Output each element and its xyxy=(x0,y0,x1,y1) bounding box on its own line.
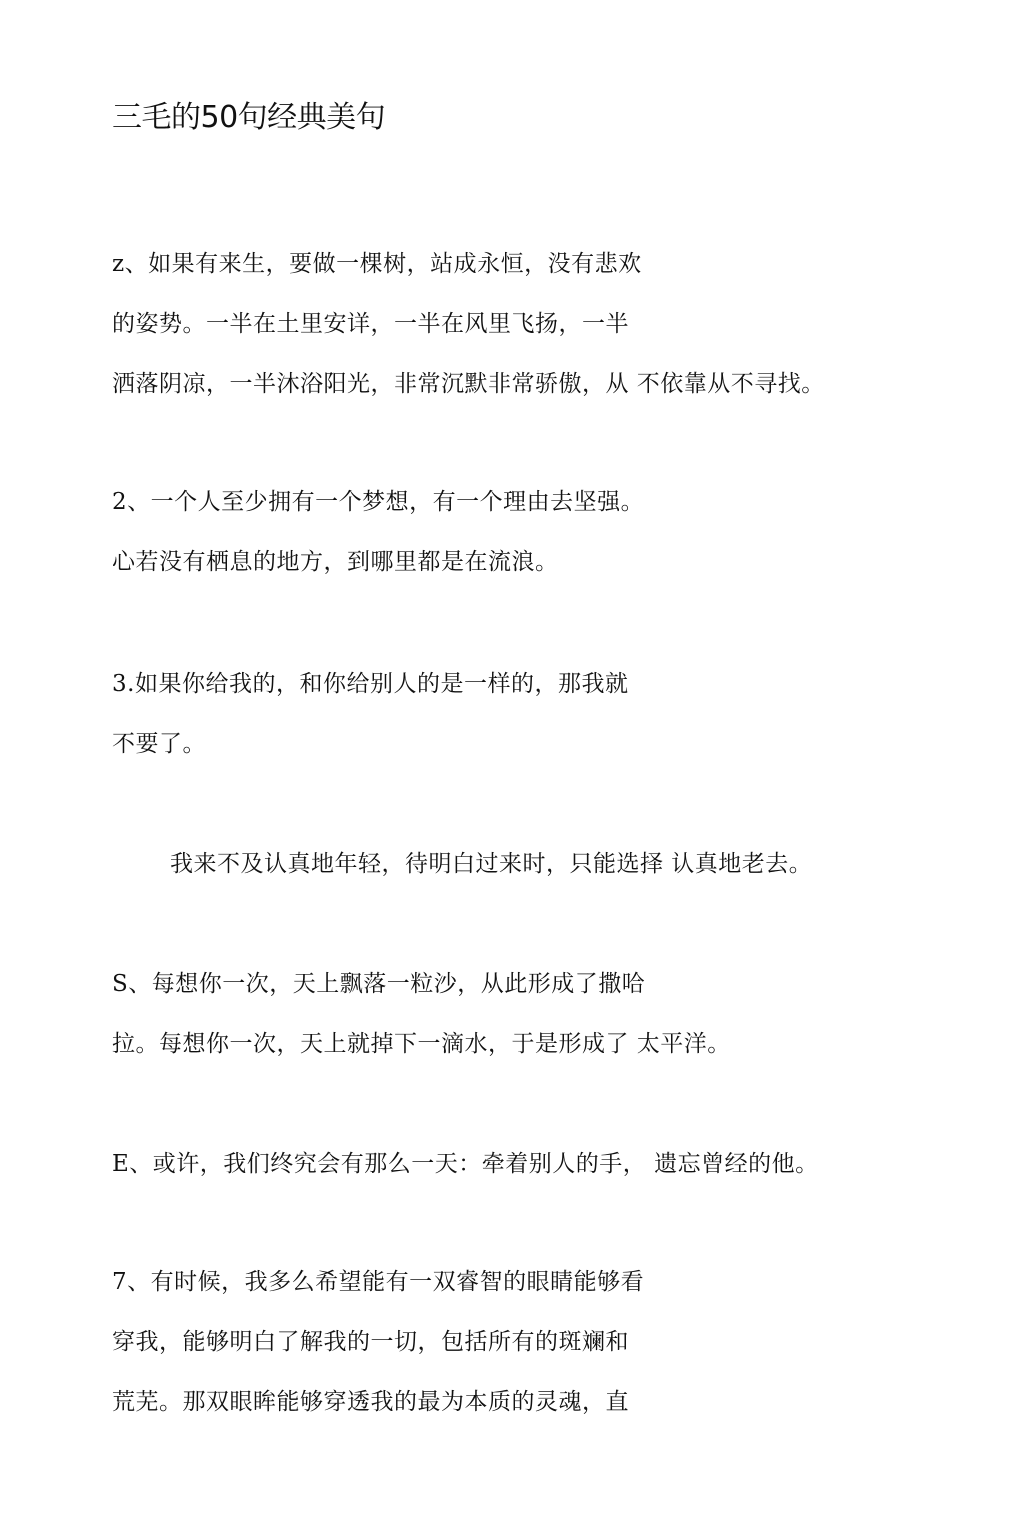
text-line-9: S、每想你一次，天上飘落一粒沙，从此形成了撒哈 xyxy=(112,971,646,997)
text-line-1: z、如果有来生，要做一棵树，站成永恒，没有悲欢 xyxy=(112,251,642,277)
text-line-5: 心若没有栖息的地方，到哪里都是在流浪。 xyxy=(112,549,559,575)
text-line-13: 穿我，能够明白了解我的一切，包括所有的斑斓和 xyxy=(112,1329,629,1355)
text-line-10: 拉。每想你一次，天上就掉下一滴水，于是形成了 太平洋。 xyxy=(112,1031,731,1057)
text-line-8: 我来不及认真地年轻，待明白过来时，只能选择 认真地老去。 xyxy=(170,851,813,877)
text-line-3: 洒落阴凉，一半沐浴阳光，非常沉默非常骄傲，从 不依靠从不寻找。 xyxy=(112,371,825,397)
document-title: 三毛的50句经典美句 xyxy=(112,100,386,135)
text-line-6: 3.如果你给我的，和你给别人的是一样的，那我就 xyxy=(112,671,629,697)
text-line-11: E、或许，我们终究会有那么一天：牵着别人的手， 遗忘曾经的他。 xyxy=(112,1151,819,1177)
text-line-14: 荒芜。那双眼眸能够穿透我的最为本质的灵魂，直 xyxy=(112,1389,629,1415)
text-line-12: 7、有时候，我多么希望能有一双睿智的眼睛能够看 xyxy=(112,1269,645,1295)
text-line-7: 不要了。 xyxy=(112,731,206,757)
text-line-2: 的姿势。一半在土里安详，一半在风里飞扬，一半 xyxy=(112,311,629,337)
text-line-4: 2、一个人至少拥有一个梦想，有一个理由去坚强。 xyxy=(112,489,645,515)
